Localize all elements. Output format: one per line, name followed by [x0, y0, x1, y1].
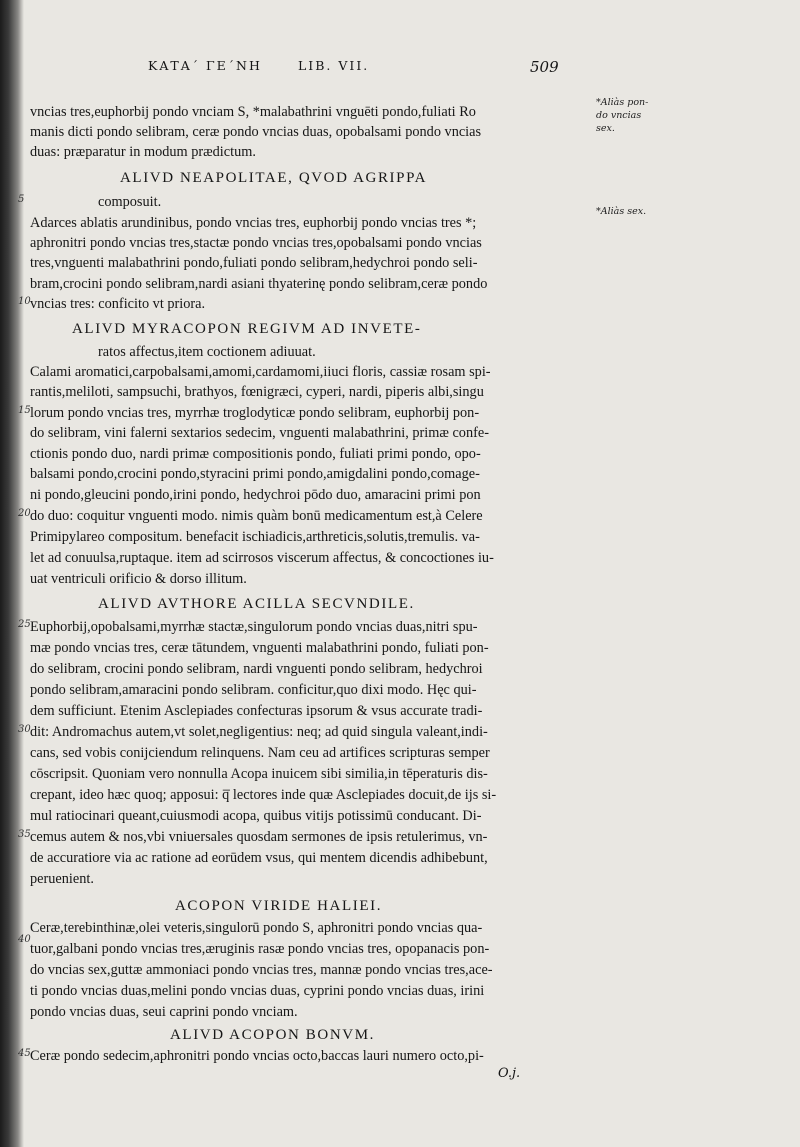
text-line — [30, 960, 612, 980]
text-line — [30, 617, 612, 637]
line-number: 10 — [18, 296, 31, 307]
line-number: 25 — [18, 619, 31, 630]
text-line-content: tuor,galbani pondo vncias tres,æruginis rasæ pondo vncias tres, opopanacis pon- — [30, 941, 490, 957]
text-line-content: balsami pondo,crocini pondo,styracini primi pondo,amigdalini pondo,comage- — [30, 466, 480, 482]
text-line-content: duas: præparatur in modum prædictum. — [30, 144, 256, 160]
text-line — [30, 548, 612, 568]
text-line — [30, 569, 612, 589]
text-line-content: aphronitri pondo vncias tres,stactæ pondo vncias tres,opobalsami pondo vncias — [30, 235, 482, 251]
text-line-content: cemus autem & nos,vbi vniuersales quosdam sermones de ipsis retulerimus, vn- — [30, 829, 488, 845]
line-number: 35 — [18, 829, 31, 840]
text-line — [98, 342, 680, 362]
text-line — [30, 274, 612, 294]
text-line — [30, 233, 612, 253]
text-line — [30, 142, 612, 162]
text-line — [30, 806, 612, 826]
text-line-content: Adarces ablatis arundinibus, pondo vncias tres, euphorbij pondo vncias tres *; — [30, 215, 477, 231]
text-line — [30, 764, 612, 784]
text-line-content: ALIVD NEAPOLITAE, QVOD AGRIPPA — [120, 170, 428, 186]
text-line — [30, 743, 612, 763]
line-number: 20 — [18, 508, 31, 519]
text-line — [30, 722, 612, 742]
line-number: 40 — [18, 934, 31, 945]
text-line-content: vncias tres: conficito vt priora. — [30, 296, 206, 312]
text-line — [30, 827, 612, 847]
section-heading — [98, 593, 680, 614]
text-line — [30, 527, 612, 547]
text-line-content: lorum pondo vncias tres, myrrhæ troglodyticæ pondo selibram, euphorbij pon- — [30, 405, 480, 421]
text-line — [30, 1002, 612, 1022]
text-line — [98, 192, 680, 212]
text-line — [30, 253, 612, 273]
section-heading — [175, 895, 757, 916]
text-line — [30, 638, 612, 658]
line-number: 45 — [18, 1048, 31, 1059]
text-line — [30, 102, 612, 122]
text-line-content: Primipylareo compositum. benefacit ischiadicis,arthreticis,solutis,tremulis. va- — [30, 529, 480, 545]
line-number: 30 — [18, 724, 31, 735]
text-line — [30, 382, 612, 402]
text-line-content: do vncias sex,guttæ ammoniaci pondo vncias tres, mannæ pondo vncias tres,ace- — [30, 962, 493, 978]
text-line-content: tres,vnguenti malabathrini pondo,fuliati pondo selibram,hedychroi pondo seli- — [30, 255, 478, 271]
text-line — [30, 506, 612, 526]
text-line — [30, 213, 612, 233]
text-line-content: rantis,meliloti, sampsuchi, brathyos, fœnigræci, cyperi, nardi, piperis albi,singu — [30, 384, 484, 400]
text-line-content: ratos affectus,item coctionem adiuuat. — [98, 344, 316, 360]
text-line-content: do duo: coquitur vnguenti modo. nimis quàm bonū medicamentum est,à Celere — [30, 508, 483, 524]
text-line-content: cans, sed vobis conijciendum relinquens. Nam ceu ad artifices scripturas semper — [30, 745, 490, 761]
section-heading — [120, 167, 702, 188]
line-number: 15 — [18, 405, 31, 416]
text-line — [30, 939, 612, 959]
book-gutter-shadow — [0, 0, 24, 1147]
text-line — [30, 659, 612, 679]
text-line-content: cōscripsit. Quoniam vero nonnulla Acopa inuicem sibi similia,in tēperaturis dis- — [30, 766, 488, 782]
line-number: 5 — [18, 194, 25, 205]
text-line-content: Euphorbij,opobalsami,myrrhæ stactæ,singulorum pondo vncias duas,nitri spu- — [30, 619, 478, 635]
text-line-content: let ad conuulsa,ruptaque. item ad scirrosos viscerum affectus, & concoctiones iu- — [30, 550, 494, 566]
text-line-content: ti pondo vncias duas,melini pondo vncias duas, cyprini pondo vncias duas, irini — [30, 983, 485, 999]
text-line-content: mæ pondo vncias tres, ceræ tātundem, vnguenti malabathrini pondo, fuliati pon- — [30, 640, 489, 656]
text-line-content: ni pondo,gleucini pondo,irini pondo, hedychroi pōdo duo, amaracini primi pon — [30, 487, 481, 503]
header-book-number: LIB. VII. — [298, 58, 370, 73]
catchword: O.j. — [498, 1066, 521, 1081]
margin-note-line: do vncias — [596, 110, 642, 121]
text-line-content: mul ratiocinari queant,cuiusmodi acopa, quibus vitijs potissimū conducant. Di- — [30, 808, 482, 824]
text-line — [30, 785, 612, 805]
text-line-content: pondo vncias duas, seui caprini pondo vnciam. — [30, 1004, 298, 1020]
text-line-content: ctionis pondo duo, nardi primæ compositionis pondo, fuliati primi pondo, opo- — [30, 446, 481, 462]
text-line-content: do selibram, vini falerni sextarios sedecim, vnguenti malabathrini, primæ confe- — [30, 425, 489, 441]
text-line-content: uat ventriculi orificio & dorso illitum. — [30, 571, 247, 587]
text-line — [30, 423, 612, 443]
text-line — [30, 1046, 612, 1066]
text-line — [30, 701, 612, 721]
text-line-content: pondo selibram,amaracini pondo selibram. conficitur,quo dixi modo. Hęc qui- — [30, 682, 477, 698]
text-line — [30, 464, 612, 484]
text-line — [30, 485, 612, 505]
text-line — [30, 444, 612, 464]
page-number: 509 — [530, 58, 559, 76]
text-line-content: Ceræ,terebinthinæ,olei veteris,singulorū pondo S, aphronitri pondo vncias qua- — [30, 920, 483, 936]
text-line-content: do selibram, crocini pondo selibram, nardi vnguenti pondo selibram, hedychroi — [30, 661, 483, 677]
section-heading — [72, 318, 654, 339]
text-line-content: Calami aromatici,carpobalsami,amomi,cardamomi,iiuci floris, cassiæ rosam spi- — [30, 364, 491, 380]
text-line-content: de accuratiore via ac ratione ad eorūdem vsus, qui mentem dicendis adhibebunt, — [30, 850, 488, 866]
header-greek-title: ΚΑΤΑ΄ ΓΕ΄ΝΗ — [148, 58, 262, 73]
text-line-content: crepant, ideo hæc quoq; apposui: q̅ lectores inde quæ Asclepiades docuit,de ijs si- — [30, 787, 497, 803]
text-line-content: bram,crocini pondo selibram,nardi asiani thyaterinę pondo selibram,ceræ pondo — [30, 276, 488, 292]
text-line — [30, 848, 612, 868]
text-line-content: peruenient. — [30, 871, 94, 887]
text-line-content: Ceræ pondo sedecim,aphronitri pondo vncias octo,baccas lauri numero octo,pi- — [30, 1048, 484, 1064]
text-line-content: manis dicti pondo selibram, ceræ pondo vncias duas, opobalsami pondo vncias — [30, 124, 482, 140]
text-line-content: composuit. — [98, 194, 162, 210]
margin-note-line: sex. — [596, 123, 615, 134]
text-line — [30, 294, 612, 314]
text-line — [30, 918, 612, 938]
text-line — [30, 403, 612, 423]
section-heading — [170, 1024, 752, 1045]
text-line — [30, 981, 612, 1001]
text-line-content: ALIVD ACOPON BONVM. — [170, 1027, 375, 1043]
text-line — [30, 680, 612, 700]
text-line — [30, 869, 612, 889]
text-line — [30, 122, 612, 142]
text-line-content: ALIVD MYRACOPON REGIVM AD INVETE- — [72, 321, 422, 337]
text-line-content: ALIVD AVTHORE ACILLA SECVNDILE. — [98, 596, 415, 612]
text-line — [30, 362, 612, 382]
margin-note-line: *Aliàs pon- — [596, 97, 649, 108]
text-line-content: ACOPON VIRIDE HALIEI. — [175, 898, 383, 914]
text-line-content: dem sufficiunt. Etenim Asclepiades confecturas ipsorum & vsus accurate tradi- — [30, 703, 483, 719]
text-line-content: vncias tres,euphorbij pondo vnciam S, *malabathrini vnguēti pondo,fuliati Ro — [30, 104, 476, 120]
text-line-content: dit: Andromachus autem,vt solet,negligentius: neq; ad quid singula valeant,indi- — [30, 724, 488, 740]
margin-note-line: *Aliàs sex. — [596, 206, 647, 217]
